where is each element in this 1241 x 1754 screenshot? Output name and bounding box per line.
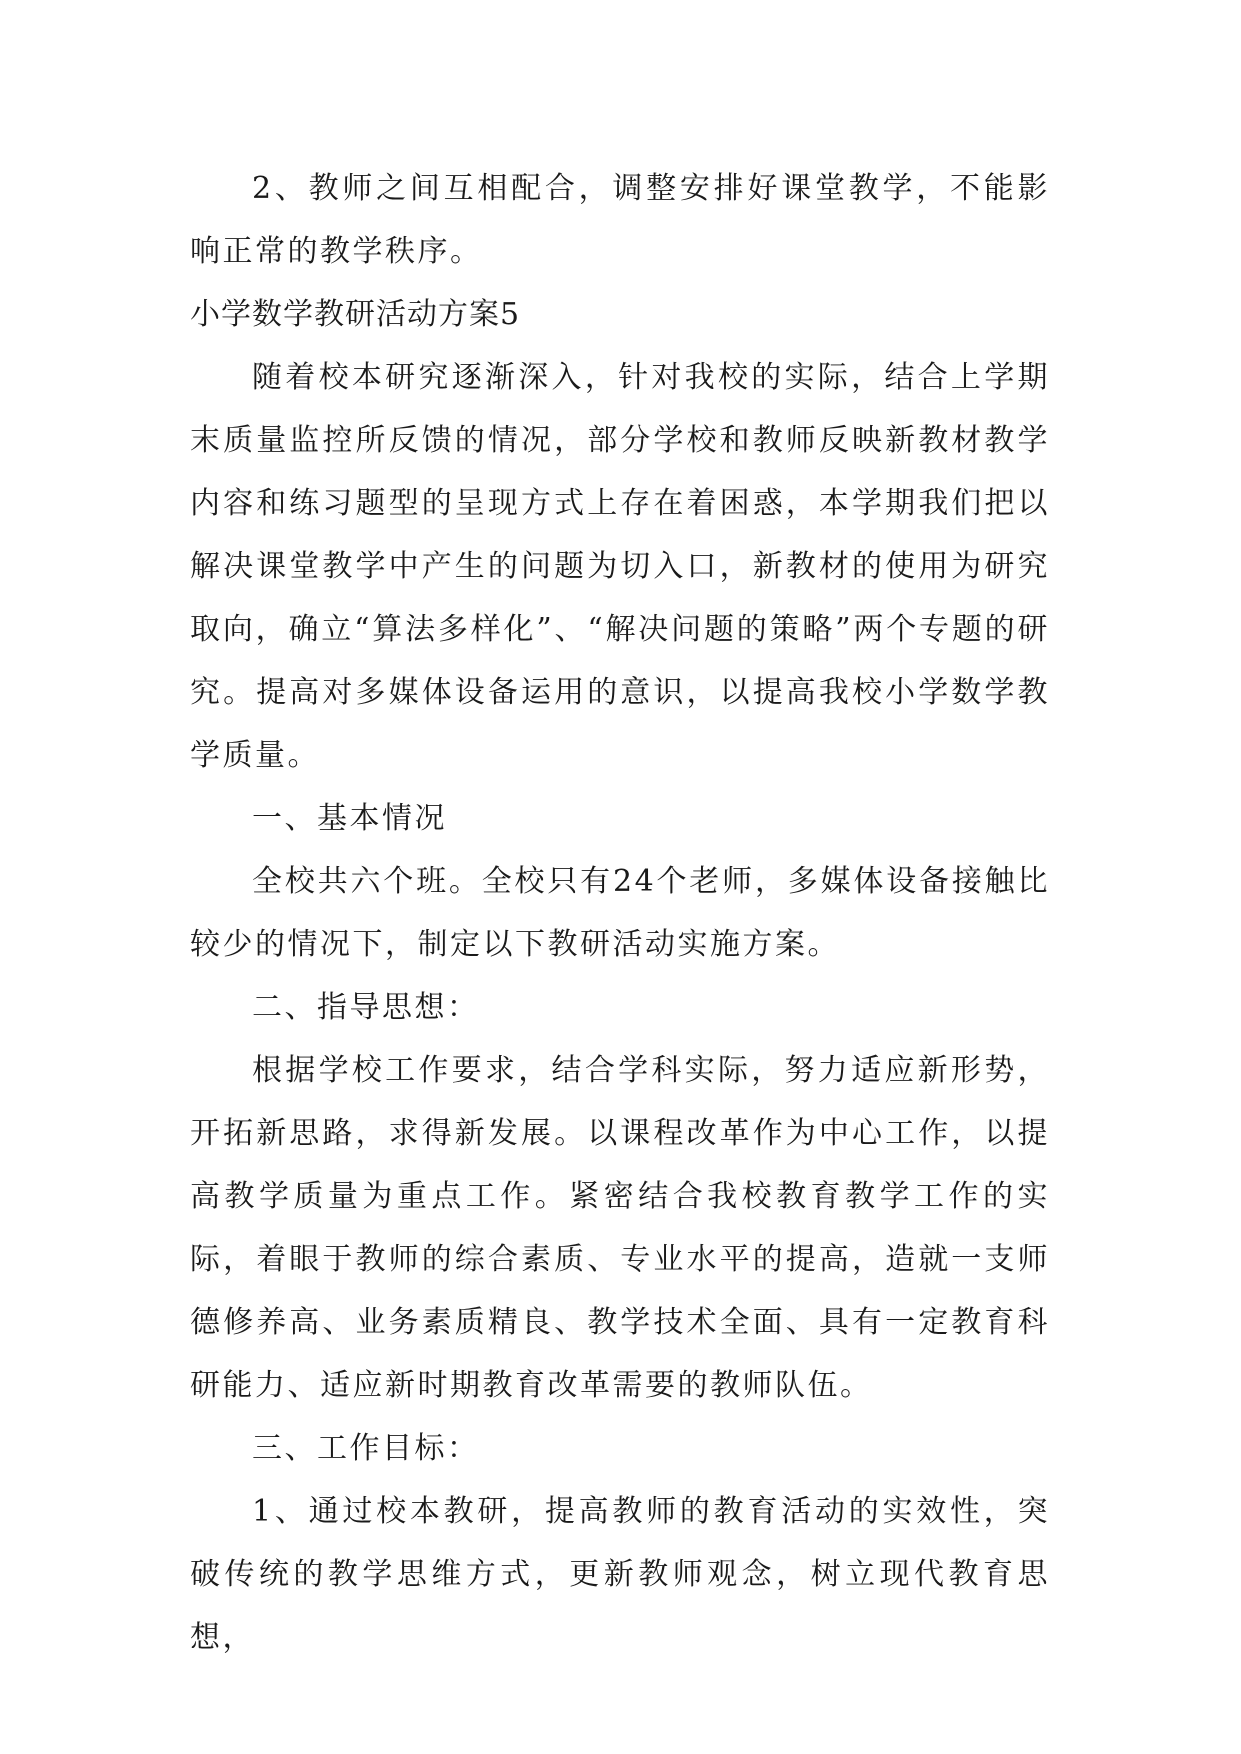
paragraph-goal-1: 1、通过校本教研，提高教师的教育活动的实效性，突破传统的教学思维方式，更新教师观念，树立现代教育思想，	[190, 1494, 1050, 1655]
heading-basic-situation: 一、基本情况	[252, 801, 447, 836]
heading-guiding-ideology: 二、指导思想：	[252, 990, 480, 1025]
paragraph-guiding-ideology: 根据学校工作要求，结合学科实际，努力适应新形势，开拓新思路，求得新发展。以课程改革作为中心工作，以提高教学质量为重点工作。紧密结合我校教育教学工作的实际，着眼于教师的综合素质、专业水平的提高，造就一支师德修养高、业务素质精良、教学技术全面、具有一定教育科研能力、适应新时期教育改革需要的教师队伍。	[190, 1053, 1050, 1403]
paragraph-lead: 随着校本研究逐渐深入，针对我校的实际，结合上学期末质量监控所反馈的情况，部分学校和教师反映新教材教学内容和练习题型的呈现方式上存在着困惑，本学期我们把以解决课堂教学中产生的问题为切入口，新教材的使用为研究取向，确立“算法多样化”、“解决问题的策略”两个专题的研究。提高对多媒体设备运用的意识，以提高我校小学数学教学质量。	[190, 360, 1050, 773]
heading-work-goals: 三、工作目标：	[252, 1431, 480, 1466]
paragraph-intro: 2、教师之间互相配合，调整安排好课堂教学，不能影响正常的教学秩序。	[190, 171, 1050, 269]
document-body	[190, 157, 1050, 1669]
paragraph-basic-situation: 全校共六个班。全校只有24个老师，多媒体设备接触比较少的情况下，制定以下教研活动实施方案。	[190, 864, 1050, 962]
section-title: 小学数学教研活动方案5	[190, 297, 521, 332]
